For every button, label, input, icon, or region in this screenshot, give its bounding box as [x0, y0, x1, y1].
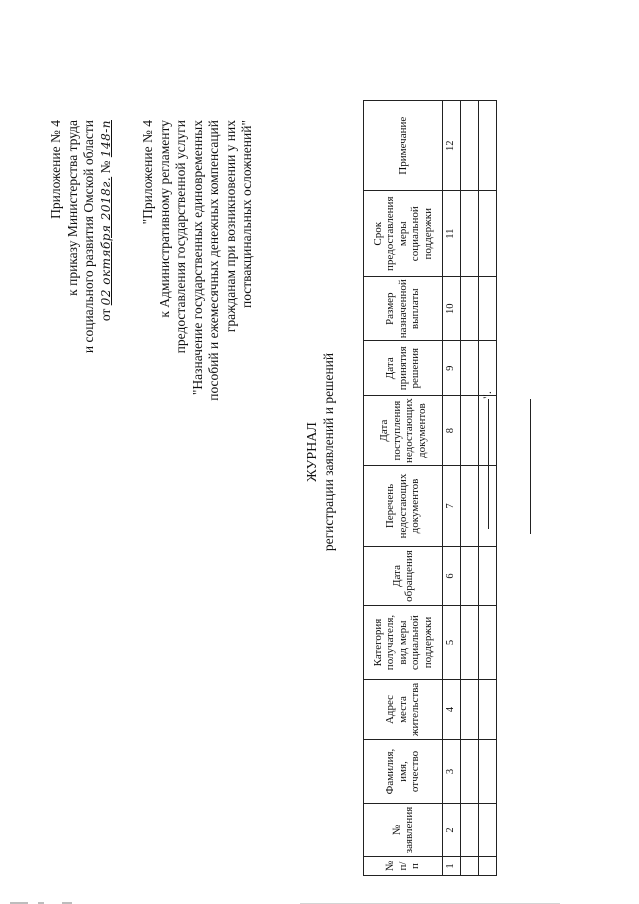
regulation-appendix-line: поствакцинальных осложнений"	[239, 120, 254, 309]
regulation-appendix-line: "Назначение государственных единовременных	[189, 120, 205, 396]
column-header: № п/п	[364, 857, 443, 876]
signature-line	[488, 399, 489, 529]
order-appendix-block	[48, 120, 114, 353]
order-number: 148-п	[98, 120, 113, 158]
column-header: Фамилия, имя, отчество	[364, 740, 443, 804]
column-header: Дата принятия решения	[364, 341, 443, 396]
closing-quote: ".	[480, 391, 494, 399]
column-header: Перечень недостающих документов	[364, 466, 443, 547]
column-header: Примечание	[364, 101, 443, 191]
regulation-appendix-block	[140, 120, 256, 401]
regulation-appendix-line: "Приложение № 4	[140, 120, 155, 225]
column-number: 3	[443, 740, 461, 804]
column-number: 2	[443, 804, 461, 857]
column-number: 1	[443, 857, 461, 876]
column-header: Адрес места жительства	[364, 680, 443, 740]
order-date-line	[98, 120, 115, 353]
column-header: Категория получателя, вид меры социальной поддержки	[364, 606, 443, 680]
order-appendix-line: Приложение № 4	[48, 120, 63, 219]
journal-title: ЖУРНАЛ	[305, 422, 320, 482]
order-appendix-line: к приказу Министерства труда	[64, 120, 80, 296]
column-header: Дата обращения	[364, 547, 443, 606]
table-header-row	[364, 101, 443, 876]
signature-line	[530, 399, 531, 534]
column-number: 11	[443, 191, 461, 277]
column-header: № заявления	[364, 804, 443, 857]
order-number-label: №	[97, 160, 113, 174]
regulation-appendix-line: пособий и ежемесячных денежных компенсаций	[206, 120, 221, 401]
column-number: 7	[443, 466, 461, 547]
column-number: 4	[443, 680, 461, 740]
closing-lines	[470, 0, 510, 904]
regulation-appendix-line: гражданам при возникновении у них	[222, 120, 238, 333]
order-appendix-line: и социального развития Омской области	[81, 120, 96, 354]
journal-subtitle: регистрации заявлений и решений	[321, 352, 336, 552]
column-number: 12	[443, 101, 461, 191]
column-number: 5	[443, 606, 461, 680]
column-header: Дата поступления недостающих документов	[364, 396, 443, 466]
column-number: 10	[443, 277, 461, 341]
regulation-appendix-line: к Административному регламенту	[156, 120, 172, 318]
order-date: 02 октября 2018г.	[98, 176, 113, 306]
journal-heading	[305, 0, 337, 904]
column-number: 9	[443, 341, 461, 396]
regulation-appendix-line: предоставления государственной услуги	[173, 120, 188, 354]
order-date-prefix: от	[97, 308, 113, 322]
column-header: Срок предоставления меры социальной поддержки	[364, 191, 443, 277]
column-number: 8	[443, 396, 461, 466]
column-number-row	[443, 101, 461, 876]
column-number: 6	[443, 547, 461, 606]
column-header: Размер назначенной выплаты	[364, 277, 443, 341]
